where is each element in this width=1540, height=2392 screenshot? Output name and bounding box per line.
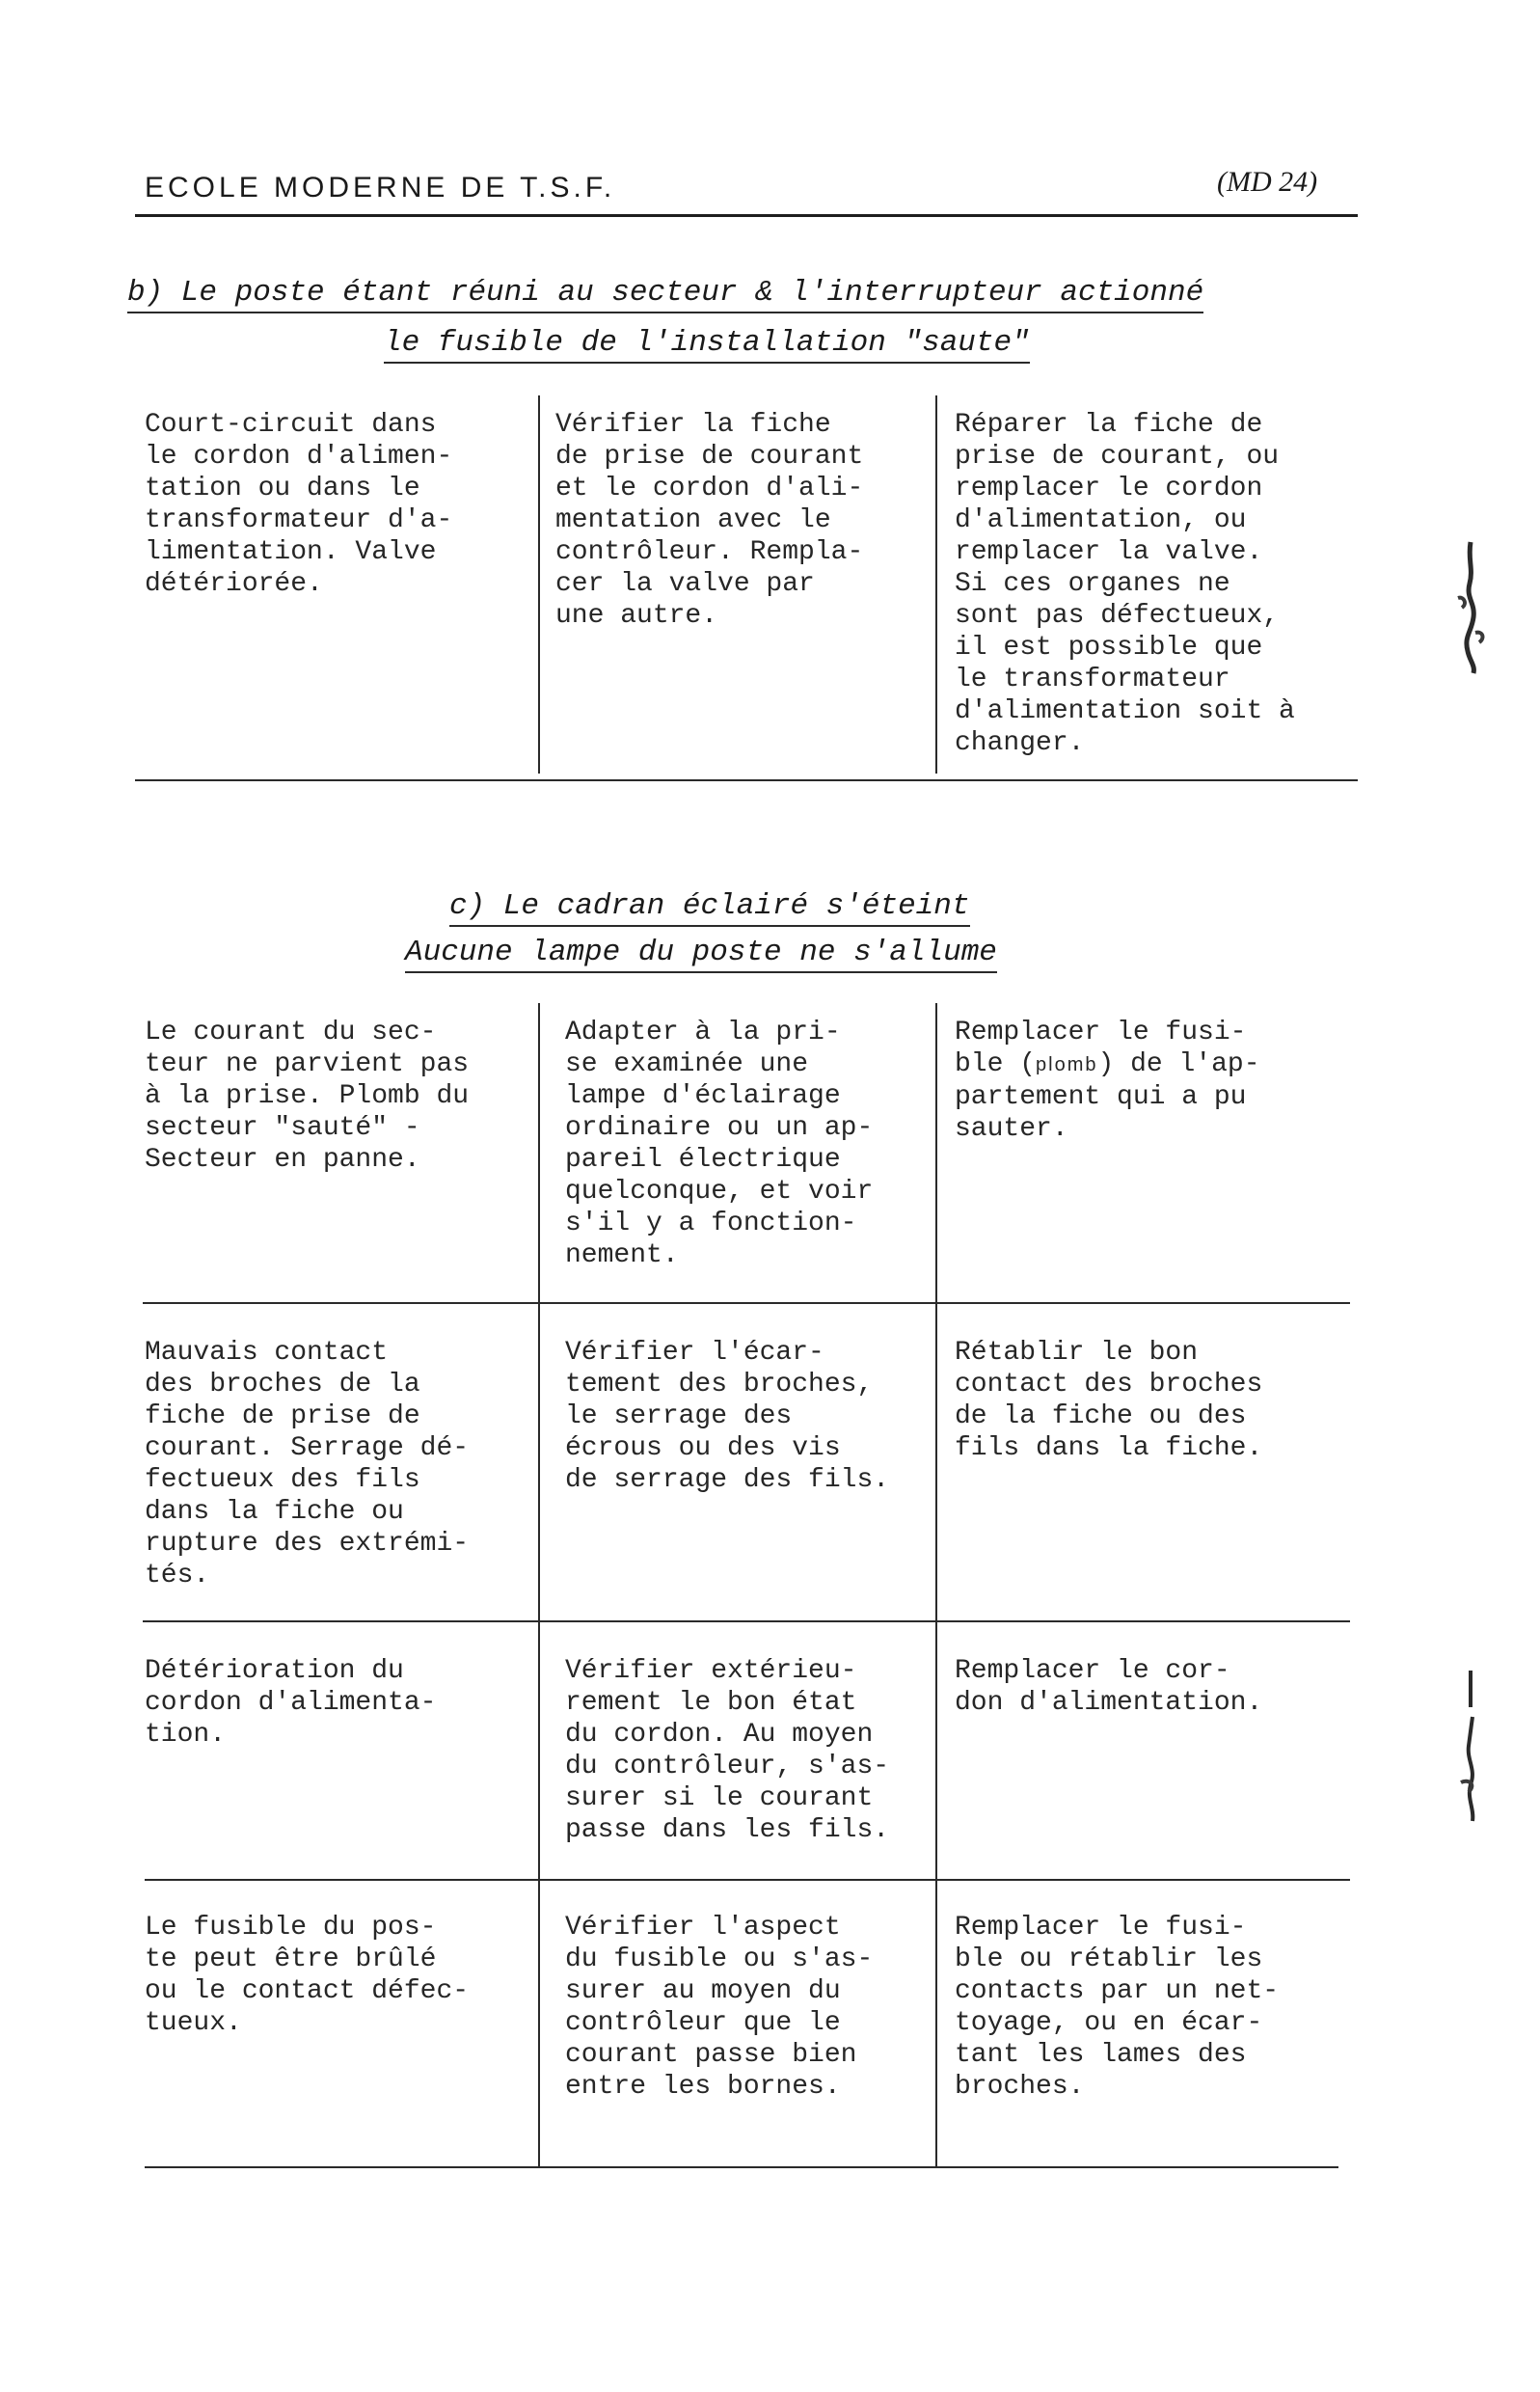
section-c-row2-remedy: [955, 1337, 1350, 1464]
table-rule: [143, 1302, 1350, 1304]
text-line: Rétablir le bon: [955, 1338, 1199, 1368]
text-line: toyage, ou en écar-: [955, 2008, 1263, 2038]
text-line: Vérifier extérieu-: [565, 1656, 857, 1686]
section-b-remedy: [955, 409, 1350, 759]
table-rule: [143, 1620, 1350, 1622]
text-line: s'il y a fonction-: [565, 1209, 857, 1238]
text-line: du cordon. Au moyen: [565, 1720, 874, 1750]
text-line: prise de courant, ou: [955, 442, 1280, 472]
text-fragment: ) de l'ap-: [1097, 1049, 1260, 1079]
text-line: Détérioration du: [145, 1656, 404, 1686]
text-line: contacts par un net-: [955, 1976, 1280, 2006]
section-c-row4-remedy: [955, 1912, 1350, 2103]
section-c-row3-cause: [145, 1655, 530, 1751]
text-line: remplacer la valve.: [955, 537, 1263, 567]
text-line: changer.: [955, 728, 1085, 758]
text-line: à la prise. Plomb du: [145, 1081, 470, 1111]
section-b-cause: [145, 409, 530, 600]
text-line: du contrôleur, s'as-: [565, 1752, 890, 1781]
text-line: courant passe bien: [565, 2040, 857, 2070]
text-line: lampe d'éclairage: [565, 1081, 841, 1111]
table-rule: [145, 1879, 1350, 1881]
text-line: le transformateur: [955, 665, 1230, 694]
section-c-row4-cause: [145, 1912, 530, 2039]
school-header: ECOLE MODERNE DE T.S.F.: [145, 172, 616, 204]
section-c-title-line1: [449, 889, 970, 923]
section-c-row3-remedy: [955, 1655, 1350, 1719]
text-line: de serrage des fils.: [565, 1465, 890, 1495]
text-line: tement des broches,: [565, 1370, 874, 1400]
text-line: ordinaire ou un ap-: [565, 1113, 874, 1143]
text-line: Remplacer le cor-: [955, 1656, 1230, 1686]
section-c-row3-check: [565, 1655, 932, 1846]
text-line: Adapter à la pri-: [565, 1018, 841, 1047]
text-line: don d'alimentation.: [955, 1688, 1263, 1718]
text-line: ou le contact défec-: [145, 1976, 470, 2006]
text-line: contact des broches: [955, 1370, 1263, 1400]
text-line: Vérifier la fiche: [555, 410, 831, 440]
page-reference: (MD 24): [1217, 166, 1318, 198]
section-c-row1-check: [565, 1017, 932, 1271]
text-line: nement.: [565, 1240, 679, 1270]
text-line: écrous ou des vis: [565, 1433, 841, 1463]
section-b-title-text1: b) Le poste étant réuni au secteur & l'interrupteur actionné: [127, 276, 1203, 313]
text-line: courant. Serrage dé-: [145, 1433, 470, 1463]
text-line: tation ou dans le: [145, 474, 420, 503]
text-line: passe dans les fils.: [565, 1815, 890, 1845]
text-line: contrôleur. Rempla-: [555, 537, 864, 567]
text-line: teur ne parvient pas: [145, 1049, 470, 1079]
text-line: entre les bornes.: [565, 2072, 841, 2102]
section-b-check: [555, 409, 932, 632]
text-line: limentation. Valve: [145, 537, 437, 567]
text-line: de la fiche ou des: [955, 1401, 1247, 1431]
text-line: fectueux des fils: [145, 1465, 420, 1495]
plomb-word: plomb: [1036, 1054, 1098, 1075]
text-line: tant les lames des: [955, 2040, 1247, 2070]
text-line: fils dans la fiche.: [955, 1433, 1263, 1463]
section-c-row1-cause: [145, 1017, 530, 1176]
text-line: pareil électrique: [565, 1145, 841, 1175]
text-line: broches.: [955, 2072, 1085, 2102]
text-line: cordon d'alimenta-: [145, 1688, 437, 1718]
text-line: tés.: [145, 1561, 210, 1590]
text-line: Le courant du sec-: [145, 1018, 437, 1047]
text-line: ble ou rétablir les: [955, 1944, 1263, 1974]
text-line: rement le bon état: [565, 1688, 857, 1718]
text-line: remplacer le cordon: [955, 474, 1263, 503]
text-line: se examinée une: [565, 1049, 809, 1079]
section-c-title-line2: [405, 936, 997, 969]
text-line: le serrage des: [565, 1401, 793, 1431]
text-line: tion.: [145, 1720, 227, 1750]
text-line: Le fusible du pos-: [145, 1913, 437, 1943]
text-line: secteur "sauté" -: [145, 1113, 420, 1143]
text-line: quelconque, et voir: [565, 1177, 874, 1207]
text-line: Si ces organes ne: [955, 569, 1230, 599]
table-rule: [135, 779, 1358, 781]
text-line: Mauvais contact: [145, 1338, 389, 1368]
text-line: Court-circuit dans: [145, 410, 437, 440]
text-line: rupture des extrémi-: [145, 1529, 470, 1559]
text-line: tueux.: [145, 2008, 242, 2038]
section-b-title-text2: le fusible de l'installation "saute": [384, 326, 1030, 364]
section-c-row2-check: [565, 1337, 932, 1496]
table-rule: [145, 2166, 1338, 2168]
text-line: transformateur d'a-: [145, 505, 453, 535]
text-line: te peut être brûlé: [145, 1944, 437, 1974]
text-line: contrôleur que le: [565, 2008, 841, 2038]
text-line: Secteur en panne.: [145, 1145, 420, 1175]
text-line: des broches de la: [145, 1370, 420, 1400]
text-line: d'alimentation, ou: [955, 505, 1247, 535]
text-line: une autre.: [555, 601, 718, 631]
column-divider: [538, 395, 540, 774]
text-line: cer la valve par: [555, 569, 815, 599]
text-line: Vérifier l'aspect: [565, 1913, 841, 1943]
text-line: mentation avec le: [555, 505, 831, 535]
text-fragment: ble (: [955, 1049, 1037, 1079]
text-line: fiche de prise de: [145, 1401, 420, 1431]
column-divider: [935, 395, 937, 774]
section-c-row1-remedy: [955, 1017, 1350, 1145]
text-line: Réparer la fiche de: [955, 410, 1263, 440]
text-line: Remplacer le fusi-: [955, 1018, 1247, 1047]
column-divider: [935, 1003, 937, 2166]
text-line: [955, 1048, 1350, 1081]
text-line: du fusible ou s'as-: [565, 1944, 874, 1974]
binding-mark-upper: [1446, 540, 1495, 675]
binding-mark-lower: [1451, 1669, 1490, 1823]
section-c-title-text2: Aucune lampe du poste ne s'allume: [405, 936, 997, 973]
text-line: dans la fiche ou: [145, 1497, 404, 1527]
text-line: sont pas défectueux,: [955, 601, 1280, 631]
section-b-title-line2: [384, 326, 1030, 360]
text-line: sauter.: [955, 1114, 1068, 1144]
text-line: partement qui a pu: [955, 1082, 1247, 1112]
section-c-title-text1: c) Le cadran éclairé s'éteint: [449, 889, 970, 927]
text-line: surer si le courant: [565, 1783, 874, 1813]
section-c-row4-check: [565, 1912, 932, 2103]
text-line: et le cordon d'ali-: [555, 474, 864, 503]
header-rule: [135, 214, 1358, 217]
text-line: d'alimentation soit à: [955, 696, 1295, 726]
section-b-title-line1: [127, 276, 1203, 310]
text-line: détériorée.: [145, 569, 323, 599]
text-line: Vérifier l'écar-: [565, 1338, 824, 1368]
text-line: surer au moyen du: [565, 1976, 841, 2006]
column-divider: [538, 1003, 540, 2166]
text-line: Remplacer le fusi-: [955, 1913, 1247, 1943]
section-c-row2-cause: [145, 1337, 530, 1591]
text-line: le cordon d'alimen-: [145, 442, 453, 472]
text-line: il est possible que: [955, 633, 1263, 663]
text-line: de prise de courant: [555, 442, 864, 472]
